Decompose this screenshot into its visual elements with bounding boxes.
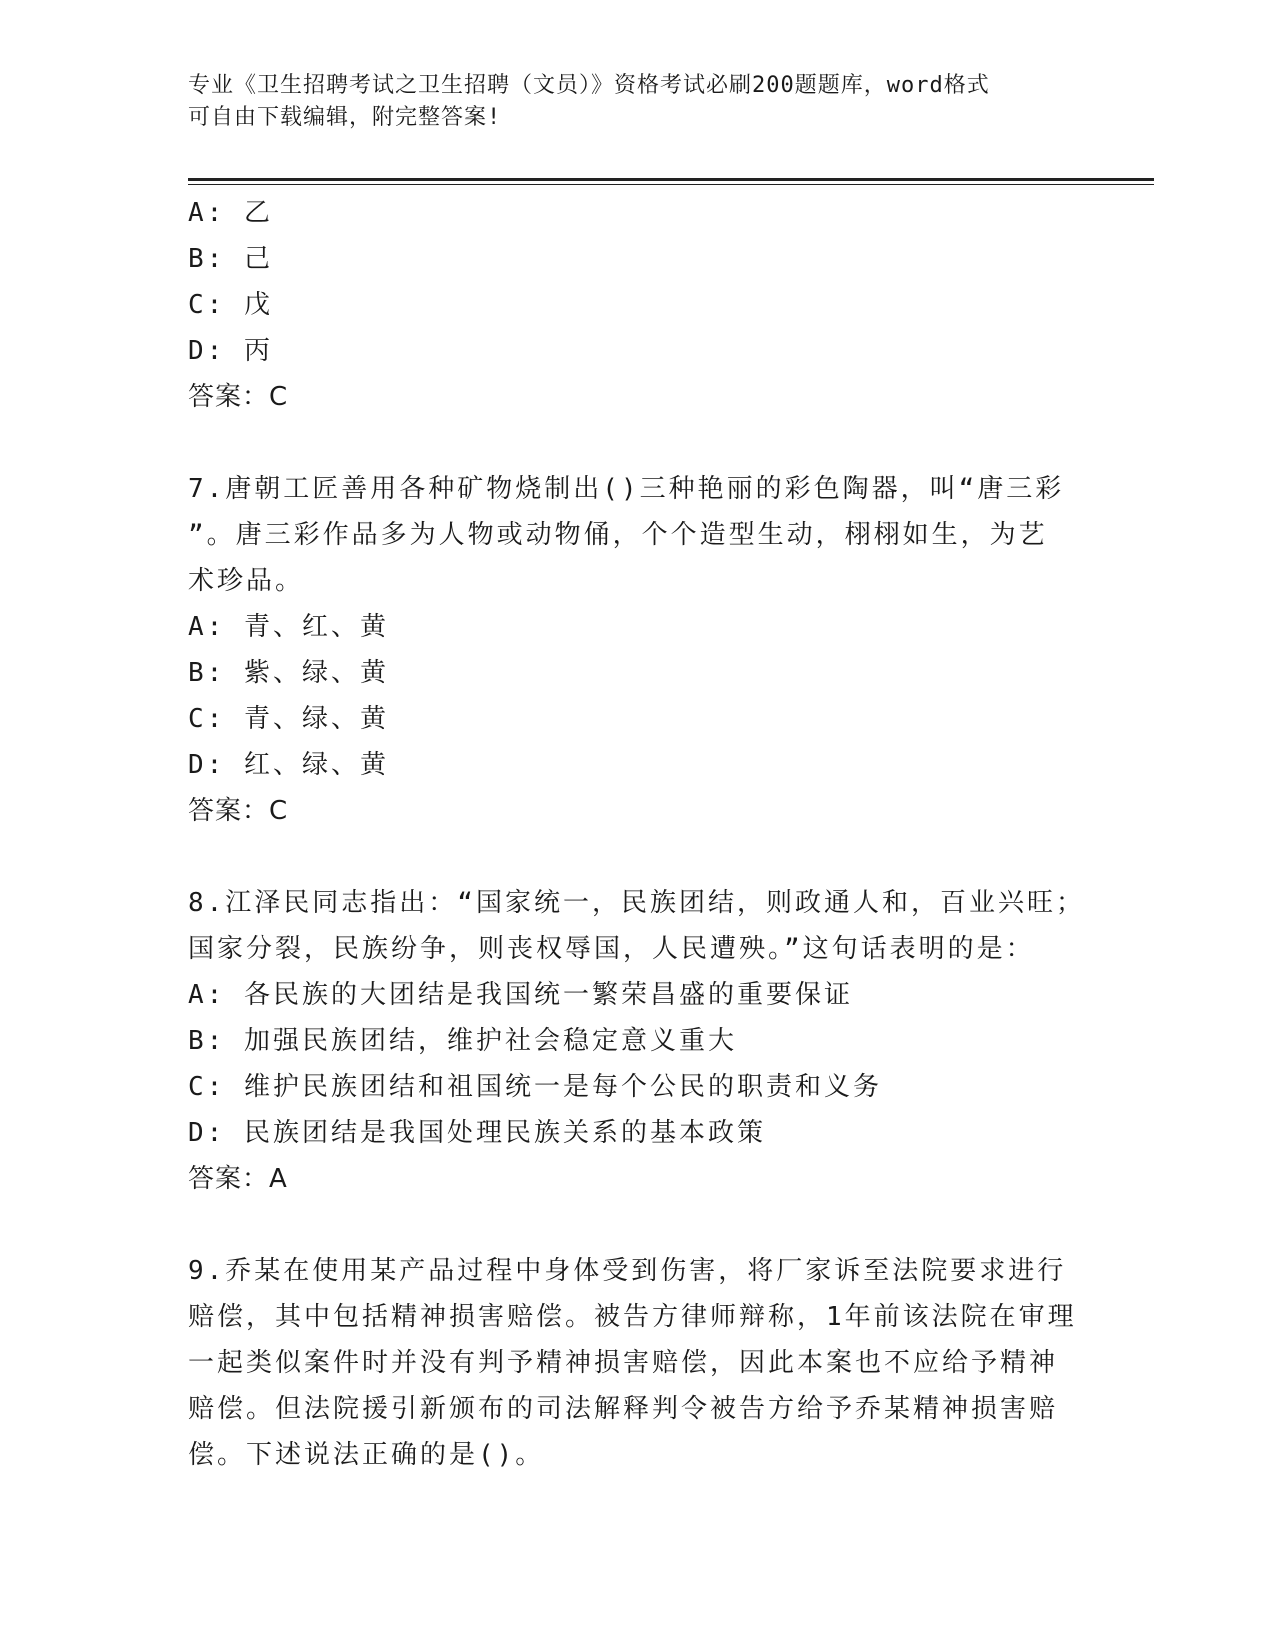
option-b: B: 紫、绿、黄 (188, 658, 389, 688)
question-stem-line: 赔偿。但法院援引新颁布的司法解释判令被告方给予乔某精神损害赔 (188, 1394, 1059, 1424)
question-9 (188, 1248, 1088, 1478)
question-stem-line: 赔偿，其中包括精神损害赔偿。被告方律师辩称，1年前该法院在审理 (188, 1302, 1077, 1332)
spacer (188, 834, 1088, 880)
option-d: D: 红、绿、黄 (188, 750, 389, 780)
question-stem-line: 7.唐朝工匠善用各种矿物烧制出()三种艳丽的彩色陶器，叫“唐三彩 (188, 474, 1065, 504)
option-b: B: 加强民族团结，维护社会稳定意义重大 (188, 1026, 737, 1056)
question-stem-line: 8.江泽民同志指出：“国家统一，民族团结，则政通人和，百业兴旺； (188, 888, 1085, 918)
answer-line: 答案：C (188, 796, 289, 826)
option-c: C: 维护民族团结和祖国统一是每个公民的职责和义务 (188, 1072, 882, 1102)
answer-line: 答案：A (188, 1164, 288, 1194)
option-d: D: 丙 (188, 336, 273, 366)
spacer (188, 1202, 1088, 1248)
answer-line: 答案：C (188, 382, 289, 412)
question-stem-line: 一起类似案件时并没有判予精神损害赔偿，因此本案也不应给予精神 (188, 1348, 1059, 1378)
option-b: B: 己 (188, 244, 273, 274)
question-8 (188, 880, 1088, 1202)
option-c: C: 青、绿、黄 (188, 704, 389, 734)
option-d: D: 民族团结是我国处理民族关系的基本政策 (188, 1118, 766, 1148)
header-line-1: 专业《卫生招聘考试之卫生招聘（文员）》资格考试必刷200题题库，word格式 (188, 73, 990, 98)
header-divider-thin (188, 184, 1154, 185)
question-stem-line: ”。唐三彩作品多为人物或动物俑，个个造型生动，栩栩如生，为艺 (188, 520, 1048, 550)
question-7 (188, 466, 1088, 834)
spacer (188, 420, 1088, 466)
document-header (188, 70, 1068, 134)
question-stem-line: 9.乔某在使用某产品过程中身体受到伤害，将厂家诉至法院要求进行 (188, 1256, 1067, 1286)
header-divider-thick (188, 178, 1154, 181)
option-a: A: 乙 (188, 198, 273, 228)
option-c: C: 戊 (188, 290, 273, 320)
question-stem-line: 偿。下述说法正确的是()。 (188, 1440, 545, 1470)
header-line-2: 可自由下载编辑，附完整答案! (188, 105, 502, 130)
question-6-options (188, 190, 1088, 420)
question-stem-line: 国家分裂，民族纷争，则丧权辱国，人民遭殃。”这句话表明的是： (188, 934, 1035, 964)
option-a: A: 青、红、黄 (188, 612, 389, 642)
document-body (188, 190, 1088, 1478)
option-a: A: 各民族的大团结是我国统一繁荣昌盛的重要保证 (188, 980, 853, 1010)
question-stem-line: 术珍品。 (188, 566, 305, 596)
